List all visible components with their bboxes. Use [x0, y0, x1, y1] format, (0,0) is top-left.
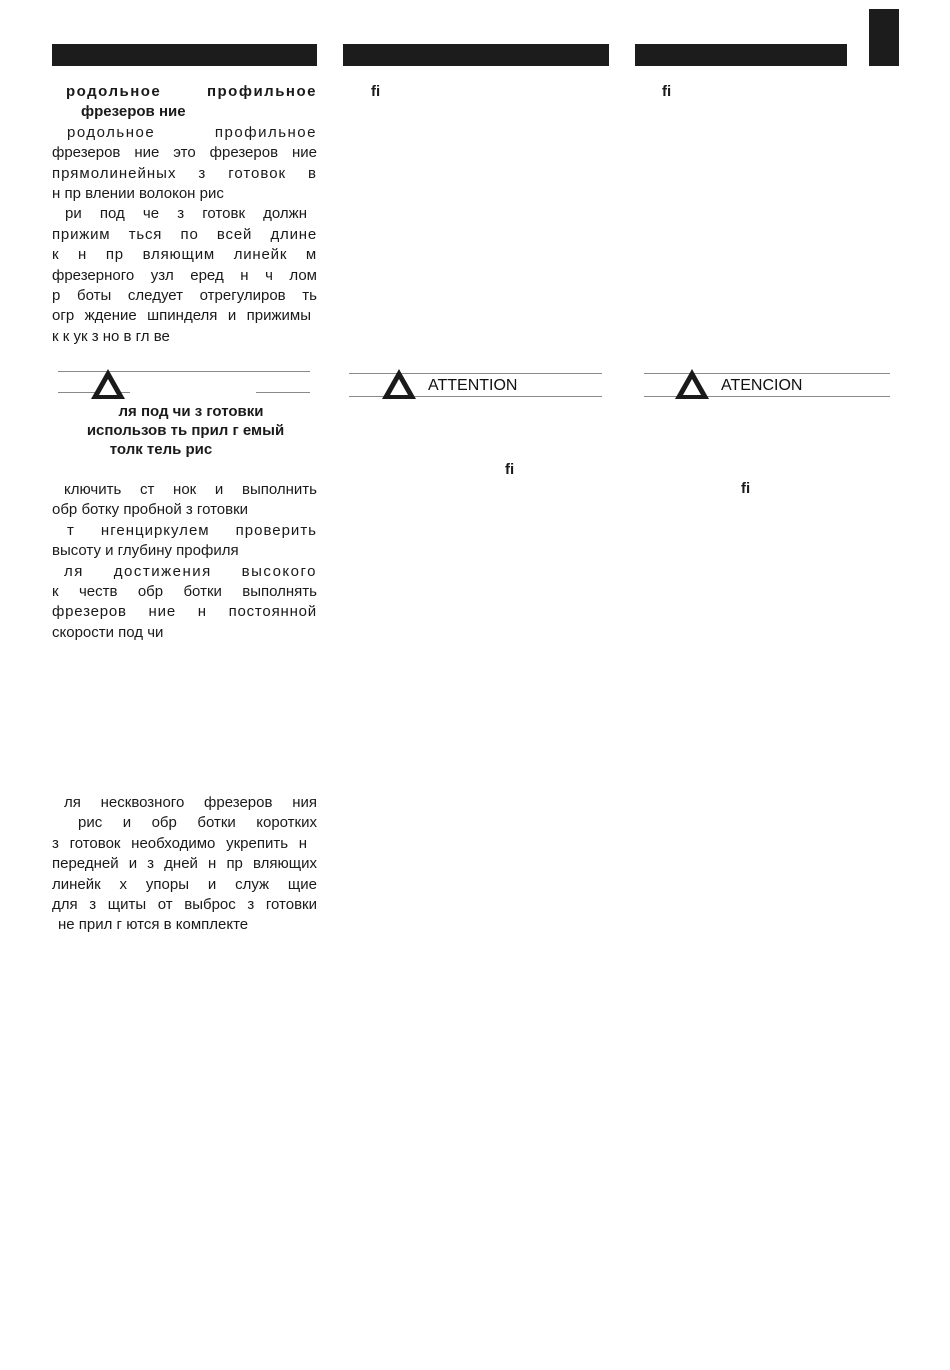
text-line: линейк х упоры и служ щие [52, 875, 317, 893]
section-title: родольное профильное [66, 83, 317, 100]
text-line: рис и обр ботки коротких [78, 814, 317, 832]
text-line: ля несквозного фрезеров ния [64, 794, 317, 811]
text-line: скорости под чи [52, 623, 164, 641]
section-tab-marker [869, 9, 899, 66]
paragraph-5 [52, 562, 317, 644]
warning-triangle-icon [673, 367, 711, 401]
column-russian-bottom [52, 793, 317, 936]
text-line: к к ук з но в гл ве [52, 327, 170, 345]
warning-triangle-icon [380, 367, 418, 401]
text-line: фрезеров ние н постоянной [52, 603, 317, 621]
text-line: ля достижения высокого [64, 562, 317, 580]
text-line: р боты следует отрегулиров ть [52, 287, 317, 305]
text-line: т нгенциркулем проверить [67, 521, 317, 539]
text-line: родольное профильное [67, 123, 317, 141]
paragraph-3 [52, 480, 317, 521]
ligature-text: fi [371, 83, 381, 100]
header-bar-col3 [635, 44, 847, 66]
paragraph-1 [52, 123, 317, 205]
text-line: н пр влении волокон рис [52, 185, 224, 203]
ligature-text: fi [505, 461, 515, 478]
text-line: фрезеров ние это фрезеров ние [52, 144, 317, 162]
text-line: ключить ст нок и выполнить [64, 481, 317, 498]
text-line: высоту и глубину профиля [52, 542, 239, 560]
ligature-text: fi [741, 480, 751, 497]
text-line: прижим ться по всей длине [52, 225, 317, 243]
header-bar-col2 [343, 44, 609, 66]
column-russian [52, 82, 317, 347]
paragraph-2 [52, 204, 317, 347]
text-line: к н пр вляющим линейк м [52, 246, 317, 264]
text-line: з готовок необходимо укрепить н [52, 834, 307, 852]
warning-box-en [349, 373, 602, 397]
header-bar-col1 [52, 44, 317, 66]
paragraph-6 [52, 793, 317, 936]
text-line: фрезерного узл еред н ч лом [52, 266, 317, 284]
warning-text-line: толк тель рис [109, 441, 213, 458]
text-line: обр ботку пробной з готовки [52, 501, 249, 519]
text-line: ри под че з готовк должн [65, 205, 307, 223]
warning-triangle-icon [89, 367, 127, 401]
text-line: передней и з дней н пр вляющих [52, 855, 317, 873]
text-line: к честв обр ботки выполнять [52, 583, 317, 601]
text-line: огр ждение шпинделя и прижимы [52, 307, 311, 325]
ligature-text: fi [662, 83, 672, 100]
warning-label: ATENCION [721, 377, 803, 394]
text-line: для з щиты от выброс з готовки [52, 896, 317, 914]
text-line: не прил г ются в комплекте [58, 916, 249, 934]
warning-text [52, 402, 317, 459]
warning-rule-bottom-right [256, 392, 310, 393]
warning-text-line: ля под чи з готовки [118, 403, 264, 420]
column-russian-lower [52, 480, 317, 643]
warning-label: ATTENTION [428, 377, 518, 394]
paragraph-4 [52, 521, 317, 562]
warning-box-es [644, 373, 890, 397]
text-line: прямолинейных з готовок в [52, 164, 317, 182]
section-title-line2: фрезеров ние [81, 103, 186, 121]
warning-text-line: использов ть прил г емый [86, 422, 285, 439]
